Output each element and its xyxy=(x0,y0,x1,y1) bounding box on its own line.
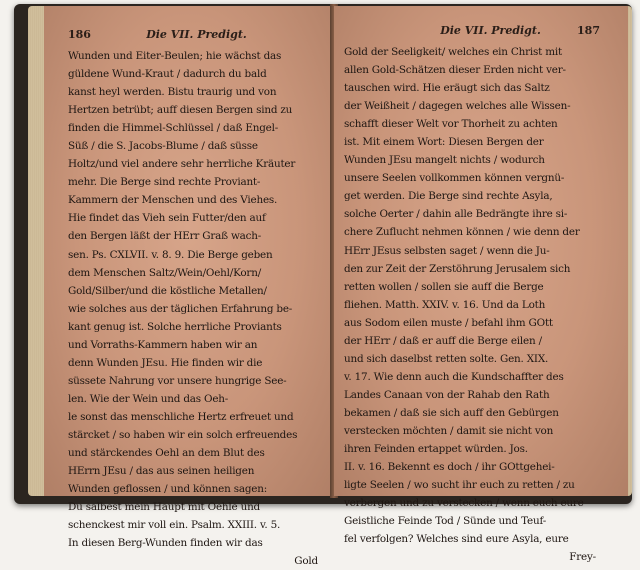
text-line: chere Zuflucht nehmen können / wie denn der xyxy=(344,226,580,239)
text-line: II. v. 16. Bekennt es doch / ihr GOttgehei- xyxy=(344,461,555,474)
text-line: aus Sodom eilen muste / befahl ihm GOtt xyxy=(344,316,553,329)
right-page-header xyxy=(344,24,600,40)
text-line: Gold/Silber/und die köstliche Metallen/ xyxy=(68,284,267,297)
text-line: Kammern der Menschen und des Viehes. xyxy=(68,194,278,207)
text-line: len. Wie der Wein und das Oeh- xyxy=(68,392,229,405)
right-running-head: Die VII. Predigt. xyxy=(440,24,541,37)
text-line: retten wollen / sollen sie auff die Berge xyxy=(344,280,544,293)
right-page xyxy=(334,6,628,564)
left-page-number: 186 xyxy=(68,28,91,41)
text-line: Hertzen betrübt; auff diesen Bergen sind zu xyxy=(68,104,293,117)
text-line: schenckest mir voll ein. Psalm. XXIII. v. 5. xyxy=(68,519,281,532)
left-running-head: Die VII. Predigt. xyxy=(146,28,247,41)
text-line: tauschen wird. Hie eräugt sich das Saltz xyxy=(344,82,550,95)
text-line: Wunden JEsu mangelt nichts / wodurch xyxy=(344,154,545,167)
text-line: der Weißheit / dagegen welches alle Wissen- xyxy=(344,100,571,113)
text-line: get werden. Die Berge sind rechte Asyla, xyxy=(344,190,553,203)
text-line: stärcket / so haben wir ein solch erfreuendes xyxy=(68,428,298,441)
text-line: schafft dieser Welt vor Thorheit zu achten xyxy=(344,118,558,131)
text-line: Landes Canaan von der Rahab den Rath xyxy=(344,388,550,401)
text-line: solche Oerter / dahin alle Bedrängte ihre si- xyxy=(344,208,568,221)
text-line: und stärckendes Oehl an dem Blut des xyxy=(68,447,265,460)
right-catchword: Frey- xyxy=(569,551,596,564)
text-line: güldene Wund-Kraut / dadurch du bald xyxy=(68,68,267,81)
text-line: und Vorraths-Kammern haben wir an xyxy=(68,338,258,351)
text-line: verbergen und zu verstecken / wenn euch eure xyxy=(344,497,584,510)
text-line: sen. Ps. CXLVII. v. 8. 9. Die Berge geben xyxy=(68,248,273,261)
text-line: Hie findet das Vieh sein Futter/den auf xyxy=(68,212,266,225)
right-page-number: 187 xyxy=(577,24,600,37)
text-line: denn Wunden JEsu. Hie finden wir die xyxy=(68,356,263,369)
text-line: unsere Seelen vollkommen können vergnü- xyxy=(344,172,565,185)
left-page-header xyxy=(68,28,322,44)
text-line: der HErr / daß er auff die Berge eilen / xyxy=(344,334,542,347)
text-line: Geistliche Feinde Tod / Sünde und Teuf- xyxy=(344,515,547,528)
text-line: Wunden geflossen / und können sagen: xyxy=(68,483,268,496)
text-line: HErrn JEsu / das aus seinen heiligen xyxy=(68,465,255,478)
text-line: bekamen / daß sie sich auff den Gebürgen xyxy=(344,406,559,419)
text-line: Holtz/und viel andere sehr herrliche Kräuter xyxy=(68,158,296,171)
text-line: Gold der Seeligkeit/ welches ein Christ mit xyxy=(344,46,562,58)
text-line: ihren Feinden ertappet würden. Jos. xyxy=(344,443,528,456)
text-line: HErr JEsus selbsten saget / wenn die Ju- xyxy=(344,244,550,257)
text-line: Du salbest mein Haupt mit Oehle und xyxy=(68,501,261,514)
text-line: Wunden und Eiter-Beulen; hie wächst das xyxy=(68,50,282,62)
text-line: dem Menschen Saltz/Wein/Oehl/Korn/ xyxy=(68,266,261,279)
left-catchword: Gold xyxy=(294,555,318,568)
text-line: ist. Mit einem Wort: Diesen Bergen der xyxy=(344,136,544,149)
text-line: v. 17. Wie denn auch die Kundschaffter des xyxy=(344,370,564,383)
text-line: fel verfolgen? Welches sind eure Asyla, eure xyxy=(344,533,569,546)
text-line: wie solches aus der täglichen Erfahrung be- xyxy=(68,302,293,315)
left-page xyxy=(44,6,332,568)
text-line: kant genug ist. Solche herrliche Proviants xyxy=(68,320,282,333)
text-line: süssete Nahrung vor unsere hungrige See- xyxy=(68,374,287,387)
text-line: verstecken möchten / damit sie nicht von xyxy=(344,424,554,437)
left-page-text xyxy=(68,47,322,552)
text-line: und sich daselbst retten solte. Gen. XIX. xyxy=(344,352,549,365)
text-line: Süß / die S. Jacobs-Blume / daß süsse xyxy=(68,140,258,153)
text-line: mehr. Die Berge sind rechte Proviant- xyxy=(68,176,261,189)
text-line: den Bergen läßt der HErr Graß wach- xyxy=(68,230,262,243)
text-line: finden die Himmel-Schlüssel / daß Engel- xyxy=(68,122,279,135)
text-line: ligte Seelen / wo sucht ihr euch zu retten / zu xyxy=(344,479,575,492)
text-line: In diesen Berg-Wunden finden wir das xyxy=(68,537,263,550)
text-line: fliehen. Matth. XXIV. v. 16. Und da Loth xyxy=(344,298,546,311)
text-line: den zur Zeit der Zerstöhrung Jerusalem sich xyxy=(344,262,571,275)
right-page-text xyxy=(344,43,600,548)
text-line: le sonst das menschliche Hertz erfreuet und xyxy=(68,410,294,423)
text-line: allen Gold-Schätzen dieser Erden nicht ver- xyxy=(344,64,566,77)
text-line: kanst heyl werden. Bistu traurig und von xyxy=(68,86,277,99)
